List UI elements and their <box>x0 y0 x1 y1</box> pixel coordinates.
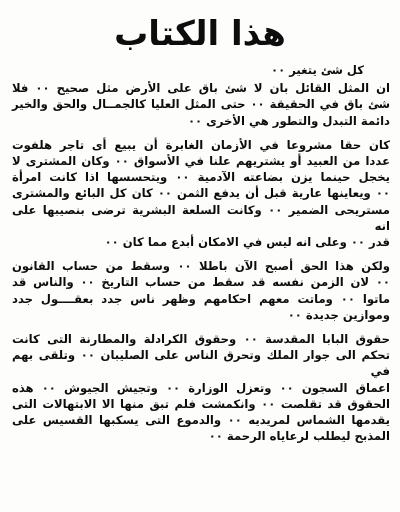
paragraph-3 <box>12 137 390 250</box>
text-line: ماتوا ٠٠ وماتت معهم احكامهم وظهر ناس جدد بعقــــول جدد <box>12 291 390 306</box>
text-line: كل شئ يتغير ٠٠ <box>271 63 364 77</box>
text-line: اعماق السجون ٠٠ وتعزل الوزارة ٠٠ وتجيش الجيوش ٠٠ هذه <box>12 380 391 395</box>
text-line: شئ باق في الحقيقة ٠٠ حتى المثل العليا كالجمــال والحق والخير <box>12 97 390 112</box>
text-line: الحقوق قد تقلصت ٠٠ وانكمشت فلم تبق منها الا الابتهالات التى <box>12 396 391 411</box>
paragraph-5 <box>12 331 390 444</box>
text-line: ٠٠ ويعاينها عارية قبل أن يدفع الثمن ٠٠ كان كل البائع والمشترى <box>12 186 390 201</box>
body-text <box>12 62 390 452</box>
text-line: ان المثل القائل بان لا شئ باق على الأرض مثل صحيح ٠٠ فلا <box>12 81 390 96</box>
text-line: ٠٠ لان الزمن نفسه قد سقط من حساب التاريخ ٠٠ والناس قد <box>12 275 391 290</box>
page-title: هذا الكتاب <box>114 14 286 54</box>
text-line: يقدمها الشماس لمريديه ٠٠ والدموع التى يسكبها القسيس على <box>12 413 390 428</box>
text-line: كان حقا مشروعا في الأزمان الغابرة أن يبيع أى تاجر هلفوت <box>12 137 390 152</box>
text-line: يخجل حينما يزن بضاعته الآدمية ٠٠ ويتحسسها اذا كانت امرأة <box>12 170 390 185</box>
text-line: قدر ٠٠ وعلى انه ليس في الامكان أبدع مما كان ٠٠ <box>104 235 390 250</box>
paragraph-1 <box>12 62 390 78</box>
text-line: مستريحى الضمير ٠٠ وكانت السلعة البشرية ترضى بنصيبها على انه <box>12 202 390 233</box>
text-line: عددا من العبيد أو يشتريهم علنا في الأسواق ٠٠ وكان المشترى لا <box>12 154 390 169</box>
text-line: حقوق البابا المقدسة ٠٠ وحقوق الكرادلة والمطارنة التى كانت <box>12 332 390 347</box>
text-line: دائمة التبدل والتطور هي الأخرى ٠٠ <box>187 113 390 128</box>
text-line: ولكن هذا الحق أصبح الآن باطلا ٠٠ وسقط من حساب القانون <box>12 259 390 274</box>
paragraph-4 <box>12 258 390 323</box>
text-line: المذبح ليطلب لرعاياه الرحمة ٠٠ <box>208 429 390 444</box>
text-line: تحكم الى جوار الملك وتحرق الناس على الصليبان ٠٠ وتلقى بهم في <box>12 348 390 379</box>
text-line: وموازين جديدة ٠٠ <box>287 307 390 322</box>
paragraph-2 <box>12 80 390 129</box>
